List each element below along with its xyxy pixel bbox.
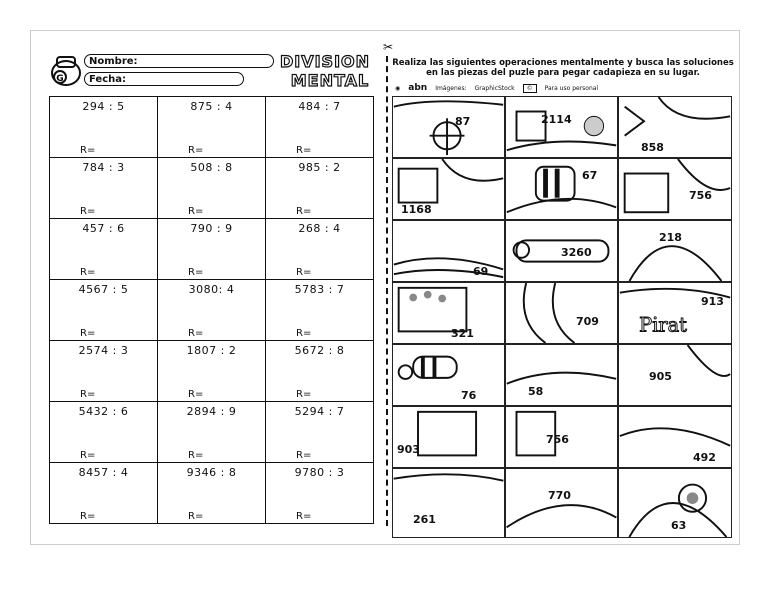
answer-label: R= [188,450,204,461]
operation-cell[interactable] [50,158,158,219]
table-row [50,158,374,219]
piece-number: 261 [413,513,436,526]
division-problem: 9780 : 3 [294,466,345,479]
operation-cell[interactable] [50,341,158,402]
puzzle-piece[interactable] [618,406,732,468]
piece-number: 2114 [541,113,572,126]
title-line2: MENTAL [290,71,370,90]
operation-cell[interactable] [158,402,266,463]
answer-label: R= [80,328,96,339]
puzzle-piece[interactable] [618,96,732,158]
operations-table [49,96,374,524]
puzzle-piece[interactable] [392,468,505,538]
piece-number: 492 [693,451,716,464]
piece-number: 756 [546,433,569,446]
operation-cell[interactable] [266,219,374,280]
piece-number: 67 [582,169,598,182]
answer-label: R= [296,389,312,400]
division-problem: 8457 : 4 [78,466,129,479]
instructions [392,58,734,78]
piece-number: 1168 [401,203,432,216]
answer-label: R= [80,145,96,156]
puzzle-piece[interactable] [618,468,732,538]
pirate-word: Pirat [639,313,687,337]
piece-number: 76 [461,389,477,402]
operation-cell[interactable] [50,97,158,158]
piece-number: 905 [649,370,672,383]
images-label: Imágenes: [435,84,467,92]
operation-cell[interactable] [158,341,266,402]
operation-cell[interactable] [266,158,374,219]
answer-label: R= [188,206,204,217]
cut-line [386,56,388,526]
puzzle-piece[interactable] [505,344,618,406]
answer-label: R= [80,450,96,461]
answer-label: R= [296,267,312,278]
puzzle-piece[interactable] [392,220,505,282]
puzzle-piece[interactable] [505,96,618,158]
answer-label: R= [296,328,312,339]
puzzle-piece[interactable] [392,406,505,468]
name-field[interactable] [84,54,274,68]
table-row [50,97,374,158]
answer-label: R= [296,450,312,461]
puzzle-grid [392,96,732,538]
division-problem: 790 : 9 [190,222,233,235]
puzzle-piece[interactable] [618,282,732,344]
answer-label: R= [80,206,96,217]
piece-number: 709 [576,315,599,328]
division-problem: 5672 : 8 [294,344,345,357]
puzzle-piece[interactable] [505,406,618,468]
division-problem: 457 : 6 [82,222,125,235]
piece-number: 756 [689,189,712,202]
puzzle-piece[interactable] [618,158,732,220]
puzzle-piece[interactable] [505,220,618,282]
answer-label: R= [188,267,204,278]
operation-cell[interactable] [158,463,266,524]
division-problem: 5432 : 6 [78,405,129,418]
answer-label: R= [80,511,96,522]
operation-cell[interactable] [158,219,266,280]
division-problem: 9346 : 8 [186,466,237,479]
piece-number: 63 [671,519,687,532]
instructions-line2: en las piezas del puzle para pegar cadapieza en su lugar. [426,68,700,78]
division-problem: 4567 : 5 [78,283,129,296]
division-problem: 1807 : 2 [186,344,237,357]
division-problem: 484 : 7 [298,100,341,113]
table-row [50,341,374,402]
division-problem: 268 : 4 [298,222,341,235]
division-problem: 5783 : 7 [294,283,345,296]
operation-cell[interactable] [50,463,158,524]
answer-label: R= [188,145,204,156]
operation-cell[interactable] [158,280,266,341]
table-row [50,280,374,341]
division-problem: 508 : 8 [190,161,233,174]
piece-number: 903 [397,443,420,456]
piece-number: 321 [451,327,474,340]
scissors-icon: ✂ [383,40,394,54]
division-problem: 784 : 3 [82,161,125,174]
answer-label: R= [80,267,96,278]
treasure-chest-logo-icon [50,53,82,87]
division-problem: 2894 : 9 [186,405,237,418]
puzzle-piece[interactable] [392,344,505,406]
operation-cell[interactable] [50,402,158,463]
page-title [270,50,380,90]
puzzle-piece[interactable] [505,282,618,344]
piece-number: 858 [641,141,664,154]
puzzle-piece[interactable] [505,158,618,220]
credits-bar [395,82,730,94]
table-row [50,463,374,524]
table-row [50,402,374,463]
piece-number: 3260 [561,246,592,259]
answer-label: R= [188,511,204,522]
answer-label: R= [296,145,312,156]
table-row [50,219,374,280]
operation-cell[interactable] [266,402,374,463]
puzzle-piece[interactable] [505,468,618,538]
brand-logo-icon: ◉ [395,84,401,92]
operation-cell[interactable] [266,463,374,524]
puzzle-piece[interactable] [618,344,732,406]
stock-credit: GraphicStock [474,84,515,92]
division-problem: 294 : 5 [82,100,125,113]
division-problem: 5294 : 7 [294,405,345,418]
operation-cell[interactable] [266,97,374,158]
division-problem: 985 : 2 [298,161,341,174]
piece-number: 913 [701,295,724,308]
name-label: Nombre: [89,56,138,67]
piece-number: 87 [455,115,471,128]
piece-number: 69 [473,265,489,278]
date-field[interactable] [84,72,244,86]
division-problem: 3080: 4 [188,283,235,296]
operation-cell[interactable] [266,341,374,402]
division-problem: 2574 : 3 [78,344,129,357]
piece-number: 58 [528,385,544,398]
title-line1: DIVISION [279,52,371,71]
answer-label: R= [296,511,312,522]
puzzle-piece[interactable] [392,96,505,158]
instructions-line1: Realiza las siguientes operaciones mentalmente y busca las soluciones [392,58,734,68]
operation-cell[interactable] [50,219,158,280]
date-label: Fecha: [89,74,127,85]
svg-text:G: G [56,74,64,84]
puzzle-piece[interactable] [392,282,505,344]
operation-cell[interactable] [266,280,374,341]
piece-number: 770 [548,489,571,502]
license-text: Para uso personal [544,84,599,92]
piece-number: 218 [659,231,682,244]
answer-label: R= [188,389,204,400]
puzzle-piece[interactable] [618,220,732,282]
abn-logo: abn [408,83,428,93]
license-badge-icon: © [523,84,537,93]
answer-label: R= [188,328,204,339]
operation-cell[interactable] [50,280,158,341]
answer-label: R= [296,206,312,217]
operation-cell[interactable] [158,97,266,158]
operation-cell[interactable] [158,158,266,219]
division-problem: 875 : 4 [190,100,233,113]
puzzle-piece[interactable] [392,158,505,220]
answer-label: R= [80,389,96,400]
